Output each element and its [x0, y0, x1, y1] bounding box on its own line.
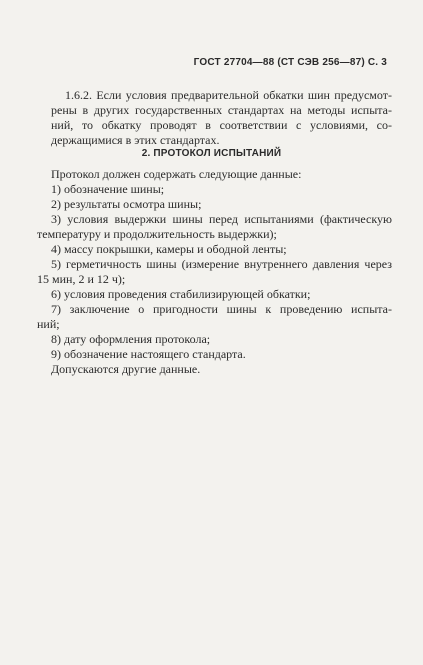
- list-item: 9) обозначение настоящего стандарта.: [51, 347, 246, 361]
- list-item-continuation: температуру и продолжительность выдержки);: [37, 227, 277, 241]
- list-item: 6) условия проведения стабилизирующей обкатки;: [51, 287, 311, 301]
- list-item: 4) массу покрышки, камеры и ободной ленты;: [51, 242, 287, 256]
- list-item: 8) дату оформления протокола;: [51, 332, 211, 346]
- paragraph-1-6-2: [37, 88, 392, 148]
- protocol-list: [37, 167, 392, 377]
- list-item: 7) заключение о пригодности шины к проведению испыта-: [51, 302, 392, 316]
- closing-note: Допускаются другие данные.: [51, 362, 201, 376]
- section-heading: 2. ПРОТОКОЛ ИСПЫТАНИЙ: [141, 148, 282, 159]
- paragraph-line: держащимися в этих стандартах.: [51, 133, 220, 147]
- list-item-continuation: ний;: [37, 317, 60, 331]
- list-item: 5) герметичность шины (измерение внутреннего давления через: [51, 257, 392, 271]
- paragraph-line: 1.6.2. Если условия предварительной обкатки шин предусмот-: [65, 88, 392, 102]
- list-item: 1) обозначение шины;: [51, 182, 165, 196]
- running-header: ГОСТ 27704—88 (СТ СЭВ 256—87) С. 3: [193, 57, 387, 68]
- list-item: 2) результаты осмотра шины;: [51, 197, 202, 211]
- list-item-continuation: 15 мин, 2 и 12 ч);: [37, 272, 126, 286]
- list-intro: Протокол должен содержать следующие данные:: [51, 167, 302, 181]
- list-item: 3) условия выдержки шины перед испытаниями (фактическую: [51, 212, 392, 226]
- paragraph-line: ний, то обкатку проводят в соответствии с условиями, со-: [51, 118, 392, 132]
- paragraph-line: рены в других государственных стандартах на методы испыта-: [51, 103, 392, 117]
